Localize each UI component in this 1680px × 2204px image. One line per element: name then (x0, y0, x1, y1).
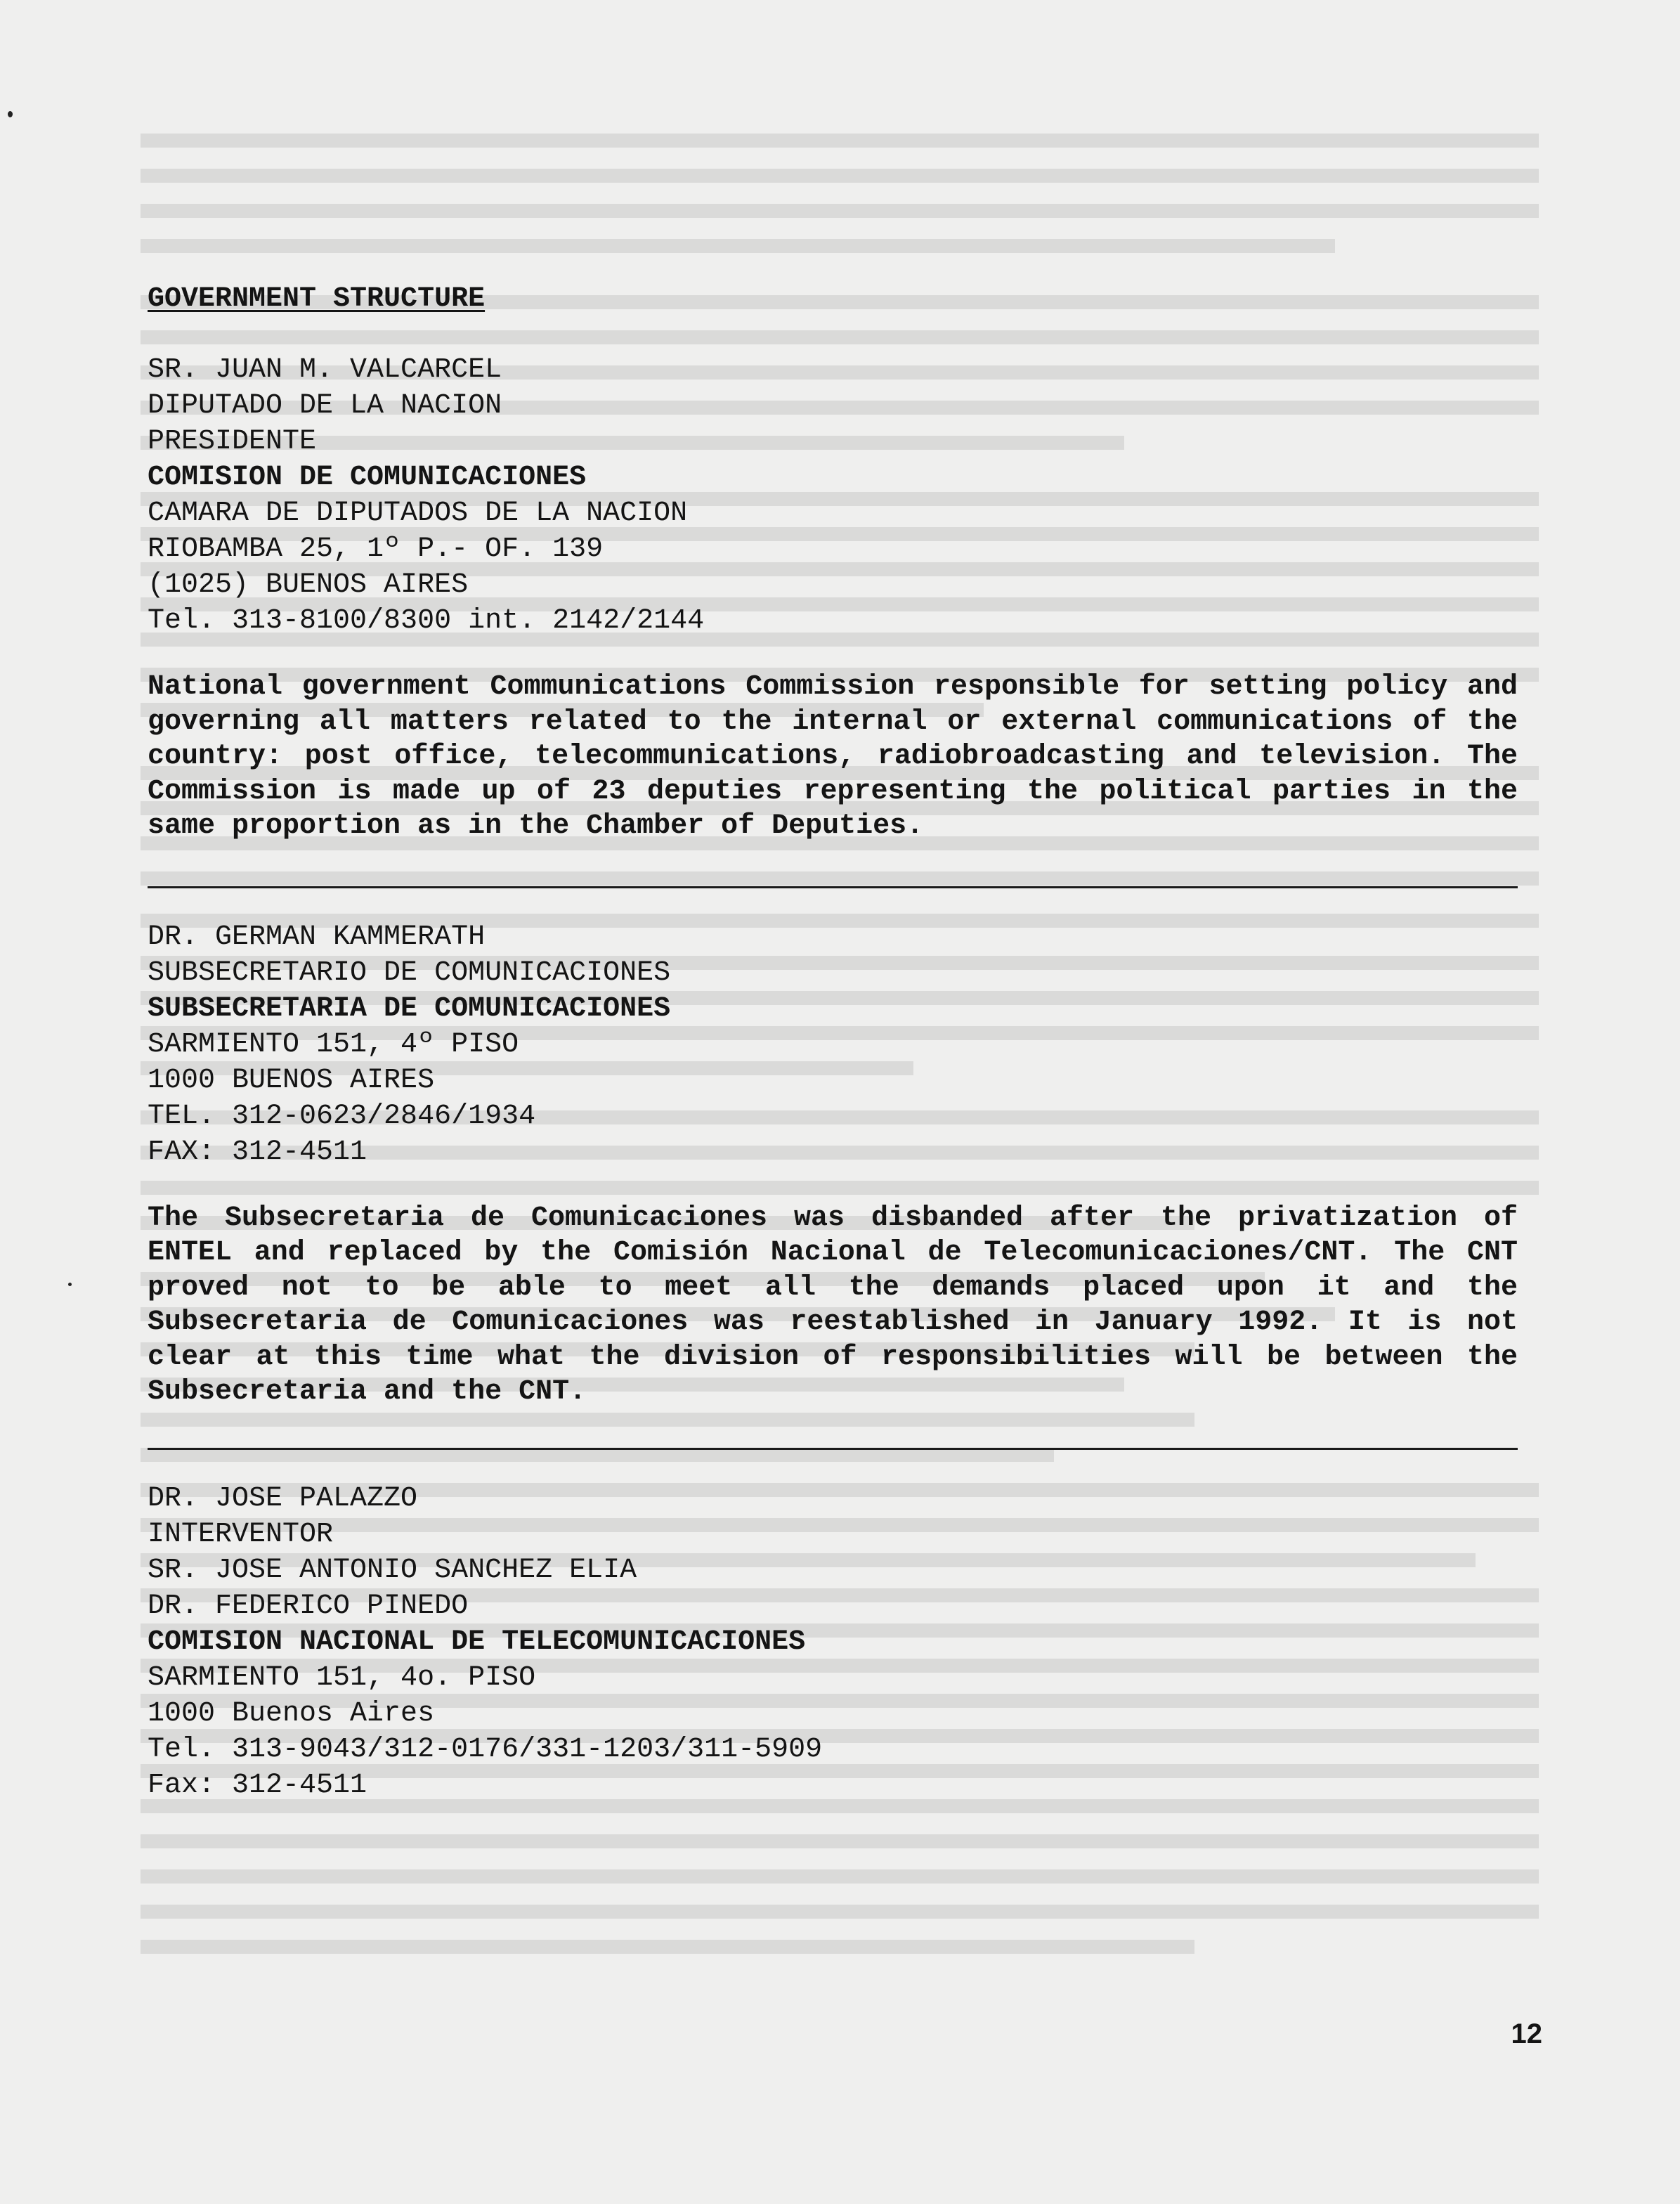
contact-line: (1025) BUENOS AIRES (148, 569, 469, 601)
contact-line: SUBSECRETARIO DE COMUNICACIONES (148, 957, 671, 989)
organization-name: COMISION DE COMUNICACIONES (148, 462, 587, 493)
organization-name: SUBSECRETARIA DE COMUNICACIONES (148, 992, 671, 1025)
contact-line: SARMIENTO 151, 4º PISO (148, 1028, 519, 1061)
contact-line: SR. JOSE ANTONIO SANCHEZ ELIA (148, 1554, 637, 1586)
description-paragraph: The Subsecretaria de Comunicaciones was disbanded after the privatization of ENTEL and replaced by the Comisión Nacional de Telecomunicaciones/CNT. The CNT proved not to be able to meet all the demands placed upon it and the Subsecretaria de Comunicaciones was reestablished in January 1992. It is not clear at this time what the division of responsibilities will be between the Subsecretaria and the CNT. (148, 1202, 1518, 1408)
contact-line: 1000 BUENOS AIRES (148, 1064, 435, 1096)
page-number: 12 (1511, 2018, 1542, 2049)
contact-line: PRESIDENTE (148, 426, 317, 458)
description-paragraph: National government Communications Commission responsible for setting policy and governing all matters related to the internal or external communications of the country: post office, telecommunications, radiobroadcasting and television. The Commission is made up of 23 deputies representing the political parties in the same proportion as in the Chamber of Deputies. (148, 671, 1518, 842)
contact-line: RIOBAMBA 25, 1º P.- OF. 139 (148, 533, 604, 565)
document-body (148, 281, 1518, 1803)
contact-line: SARMIENTO 151, 4o. PISO (148, 1661, 536, 1694)
scan-speck (68, 1283, 72, 1286)
contact-line: SR. JUAN M. VALCARCEL (148, 354, 502, 386)
contact-line: DR. JOSE PALAZZO (148, 1482, 418, 1515)
contact-block-chamber-commission (148, 352, 1518, 639)
contact-line: Tel. 313-9043/312-0176/331-1203/311-5909 (148, 1733, 823, 1765)
section-heading: GOVERNMENT STRUCTURE (148, 283, 486, 315)
contact-line: 1000 Buenos Aires (148, 1697, 435, 1730)
contact-line: DIPUTADO DE LA NACION (148, 390, 502, 422)
contact-block-cnt (148, 1481, 1518, 1803)
contact-line: TEL. 312-0623/2846/1934 (148, 1100, 536, 1132)
scan-speck (8, 111, 13, 117)
contact-line: Tel. 313-8100/8300 int. 2142/2144 (148, 605, 705, 637)
contact-block-subsecretaria (148, 919, 1518, 1170)
contact-line: FAX: 312-4511 (148, 1136, 367, 1168)
contact-line: DR. FEDERICO PINEDO (148, 1590, 469, 1622)
organization-name: COMISION NACIONAL DE TELECOMUNICACIONES (148, 1626, 806, 1658)
contact-line: CAMARA DE DIPUTADOS DE LA NACION (148, 498, 688, 529)
contact-line: INTERVENTOR (148, 1518, 334, 1550)
contact-line: DR. GERMAN KAMMERATH (148, 921, 486, 953)
contact-line: Fax: 312-4511 (148, 1769, 367, 1801)
